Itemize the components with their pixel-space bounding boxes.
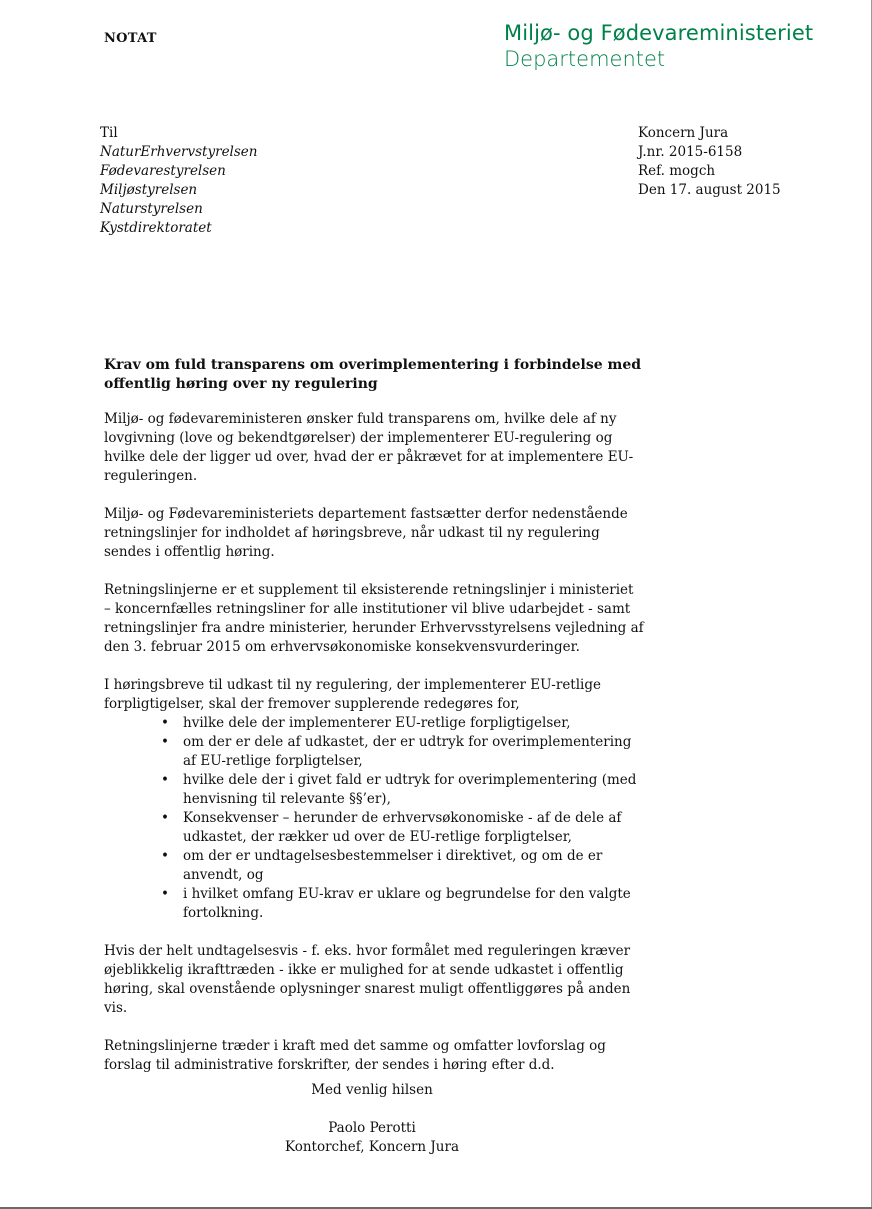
- paragraph: Miljø- og fødevareministeren ønsker fuld transparens om, hvilke dele af ny lovgivning (love og bekendtgørelser) der implementerer EU-regulering og hvilke dele der ligger ud over, hvad der er påkrævet for at implementere EU-reguleringen.: [104, 411, 634, 484]
- logo-ministry-name: Miljø- og Fødevareministeriet: [504, 21, 814, 45]
- ministry-logo: [504, 20, 813, 72]
- list-item-text: i hvilket omfang EU-krav er uklare og begrundelse for den valgte fortolkning.: [183, 886, 631, 921]
- recipient: Kystdirektoratet: [100, 220, 212, 236]
- signatory-title: Kontorchef, Koncern Jura: [284, 1139, 460, 1155]
- meta-date: Den 17. august 2015: [638, 182, 781, 198]
- logo-department: Departementet: [504, 47, 666, 71]
- list-item: [161, 714, 644, 733]
- bullet-icon: •: [161, 734, 169, 750]
- list-item-text: om der er undtagelsesbestemmelser i direktivet, og om de er anvendt, og: [183, 848, 603, 883]
- paragraph: Retningslinjerne er et supplement til eksisterende retningslinjer i ministeriet – koncernfælles retningsliner for alle institutioner vil blive udarbejdet - samt retningslinjer fra andre ministerier, herunder Erhvervsstyrelsens vejledning af den 3. februar 2015 om erhvervsøkonomiske konsekvensvurderinger.: [104, 582, 644, 655]
- recipient: Miljøstyrelsen: [100, 182, 198, 198]
- list-item-text: hvilke dele der implementerer EU-retlige forpligtigelser,: [183, 715, 571, 731]
- meta-reference: Ref. mogch: [638, 163, 716, 179]
- paragraph: I høringsbreve til udkast til ny regulering, der implementerer EU-retlige forpligtigelser, skal der fremover supplerende redegøres for,: [104, 677, 601, 712]
- document-type: NOTAT: [104, 31, 157, 46]
- meta-office: Koncern Jura: [638, 125, 729, 141]
- recipient: Naturstyrelsen: [100, 201, 203, 217]
- recipients-label: Til: [100, 125, 118, 141]
- paragraph: Miljø- og Fødevareministeriets departement fastsætter derfor nedenstående retningslinjer for indholdet af høringsbreve, når udkast til ny regulering sendes i offentlig høring.: [104, 506, 628, 560]
- list-item: [161, 847, 644, 885]
- letter-title: Krav om fuld transparens om overimplementering i forbindelse med offentlig høring over ny regulering: [104, 357, 642, 392]
- meta-journal-number: J.nr. 2015-6158: [638, 144, 743, 160]
- list-item-text: Konsekvenser – herunder de erhvervsøkonomiske - af de dele af udkastet, der rækker ud over de EU-retlige forpligtelser,: [183, 810, 622, 845]
- closing-block: [0, 1081, 744, 1157]
- bullet-icon: •: [161, 810, 169, 826]
- signatory-name: Paolo Perotti: [328, 1120, 416, 1136]
- letter-body: [104, 356, 644, 1094]
- recipients-block: [100, 124, 258, 238]
- bullet-icon: •: [161, 848, 169, 864]
- recipient: NaturErhvervstyrelsen: [100, 144, 258, 160]
- list-item: [161, 809, 644, 847]
- bullet-icon: •: [161, 715, 169, 731]
- bullet-icon: •: [161, 772, 169, 788]
- list-item-text: hvilke dele der i givet fald er udtryk for overimplementering (med henvisning til relevante §§’er),: [183, 772, 637, 807]
- list-item: [161, 733, 644, 771]
- paragraph: Retningslinjerne træder i kraft med det samme og omfatter lovforslag og forslag til administrative forskrifter, der sendes i høring efter d.d.: [104, 1038, 606, 1073]
- recipient: Fødevarestyrelsen: [100, 163, 226, 179]
- closing-greeting: Med venlig hilsen: [311, 1082, 433, 1098]
- list-item: [161, 771, 644, 809]
- list-item-text: om der er dele af udkastet, der er udtryk for overimplementering af EU-retlige forpligtelser,: [183, 734, 632, 769]
- list-item: [161, 885, 644, 923]
- bullet-icon: •: [161, 886, 169, 902]
- document-meta: [638, 124, 781, 200]
- requirements-list: [104, 714, 644, 923]
- paragraph: Hvis der helt undtagelsesvis - f. eks. hvor formålet med reguleringen kræver øjeblikkelig ikrafttræden - ikke er mulighed for at sende udkastet i offentlig høring, skal ovenstående oplysninger snarest muligt offentliggøres på anden vis.: [104, 943, 631, 1016]
